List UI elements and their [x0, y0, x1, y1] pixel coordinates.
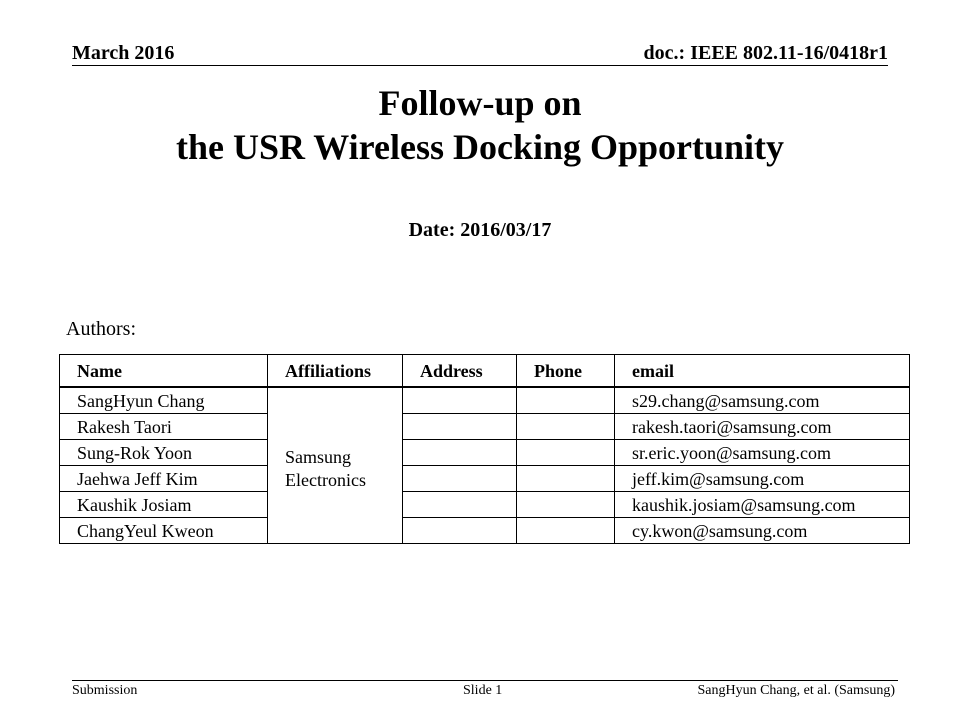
- slide-date: Date: 2016/03/17: [408, 219, 552, 241]
- author-name: ChangYeul Kweon: [60, 518, 268, 544]
- author-address: [403, 518, 517, 544]
- column-header-name: Name: [60, 355, 268, 388]
- header-divider: [72, 65, 888, 66]
- footer-slide-number: Slide 1: [463, 683, 503, 698]
- column-header-email: email: [615, 355, 910, 388]
- affiliation-line-2: Electronics: [285, 469, 366, 490]
- table-row: [60, 466, 910, 492]
- slide-title-line-1: Follow-up on: [378, 83, 582, 123]
- table-row: [60, 387, 910, 414]
- header-date: March 2016: [72, 42, 175, 64]
- table-row: [60, 518, 910, 544]
- slide-title: [0, 81, 960, 169]
- author-name: Rakesh Taori: [60, 414, 268, 440]
- author-phone: [517, 518, 615, 544]
- author-name: Sung-Rok Yoon: [60, 440, 268, 466]
- footer-submission: Submission: [72, 683, 138, 698]
- author-address: [403, 492, 517, 518]
- author-email: jeff.kim@samsung.com: [615, 466, 910, 492]
- author-email: cy.kwon@samsung.com: [615, 518, 910, 544]
- author-address: [403, 414, 517, 440]
- author-address: [403, 387, 517, 414]
- author-phone: [517, 414, 615, 440]
- authors-label: Authors:: [66, 318, 136, 340]
- table-row: [60, 440, 910, 466]
- author-address: [403, 466, 517, 492]
- author-name: SangHyun Chang: [60, 387, 268, 414]
- author-email: sr.eric.yoon@samsung.com: [615, 440, 910, 466]
- slide-title-line-2: the USR Wireless Docking Opportunity: [175, 127, 785, 167]
- column-header-phone: Phone: [517, 355, 615, 388]
- author-affiliation: [268, 387, 403, 544]
- column-header-address: Address: [403, 355, 517, 388]
- footer-divider: [72, 680, 898, 681]
- author-name: Jaehwa Jeff Kim: [60, 466, 268, 492]
- author-address: [403, 440, 517, 466]
- header-doc-id: doc.: IEEE 802.11-16/0418r1: [643, 42, 888, 64]
- table-row: [60, 492, 910, 518]
- author-phone: [517, 466, 615, 492]
- table-row: [60, 414, 910, 440]
- author-email: kaushik.josiam@samsung.com: [615, 492, 910, 518]
- author-email: s29.chang@samsung.com: [615, 387, 910, 414]
- author-phone: [517, 440, 615, 466]
- authors-table: [59, 354, 910, 544]
- author-phone: [517, 492, 615, 518]
- footer-author: SangHyun Chang, et al. (Samsung): [697, 683, 895, 698]
- affiliation-line-1: Samsung: [285, 446, 352, 467]
- table-header-row: [60, 355, 910, 388]
- author-name: Kaushik Josiam: [60, 492, 268, 518]
- author-email: rakesh.taori@samsung.com: [615, 414, 910, 440]
- author-phone: [517, 387, 615, 414]
- column-header-affiliations: Affiliations: [268, 355, 403, 388]
